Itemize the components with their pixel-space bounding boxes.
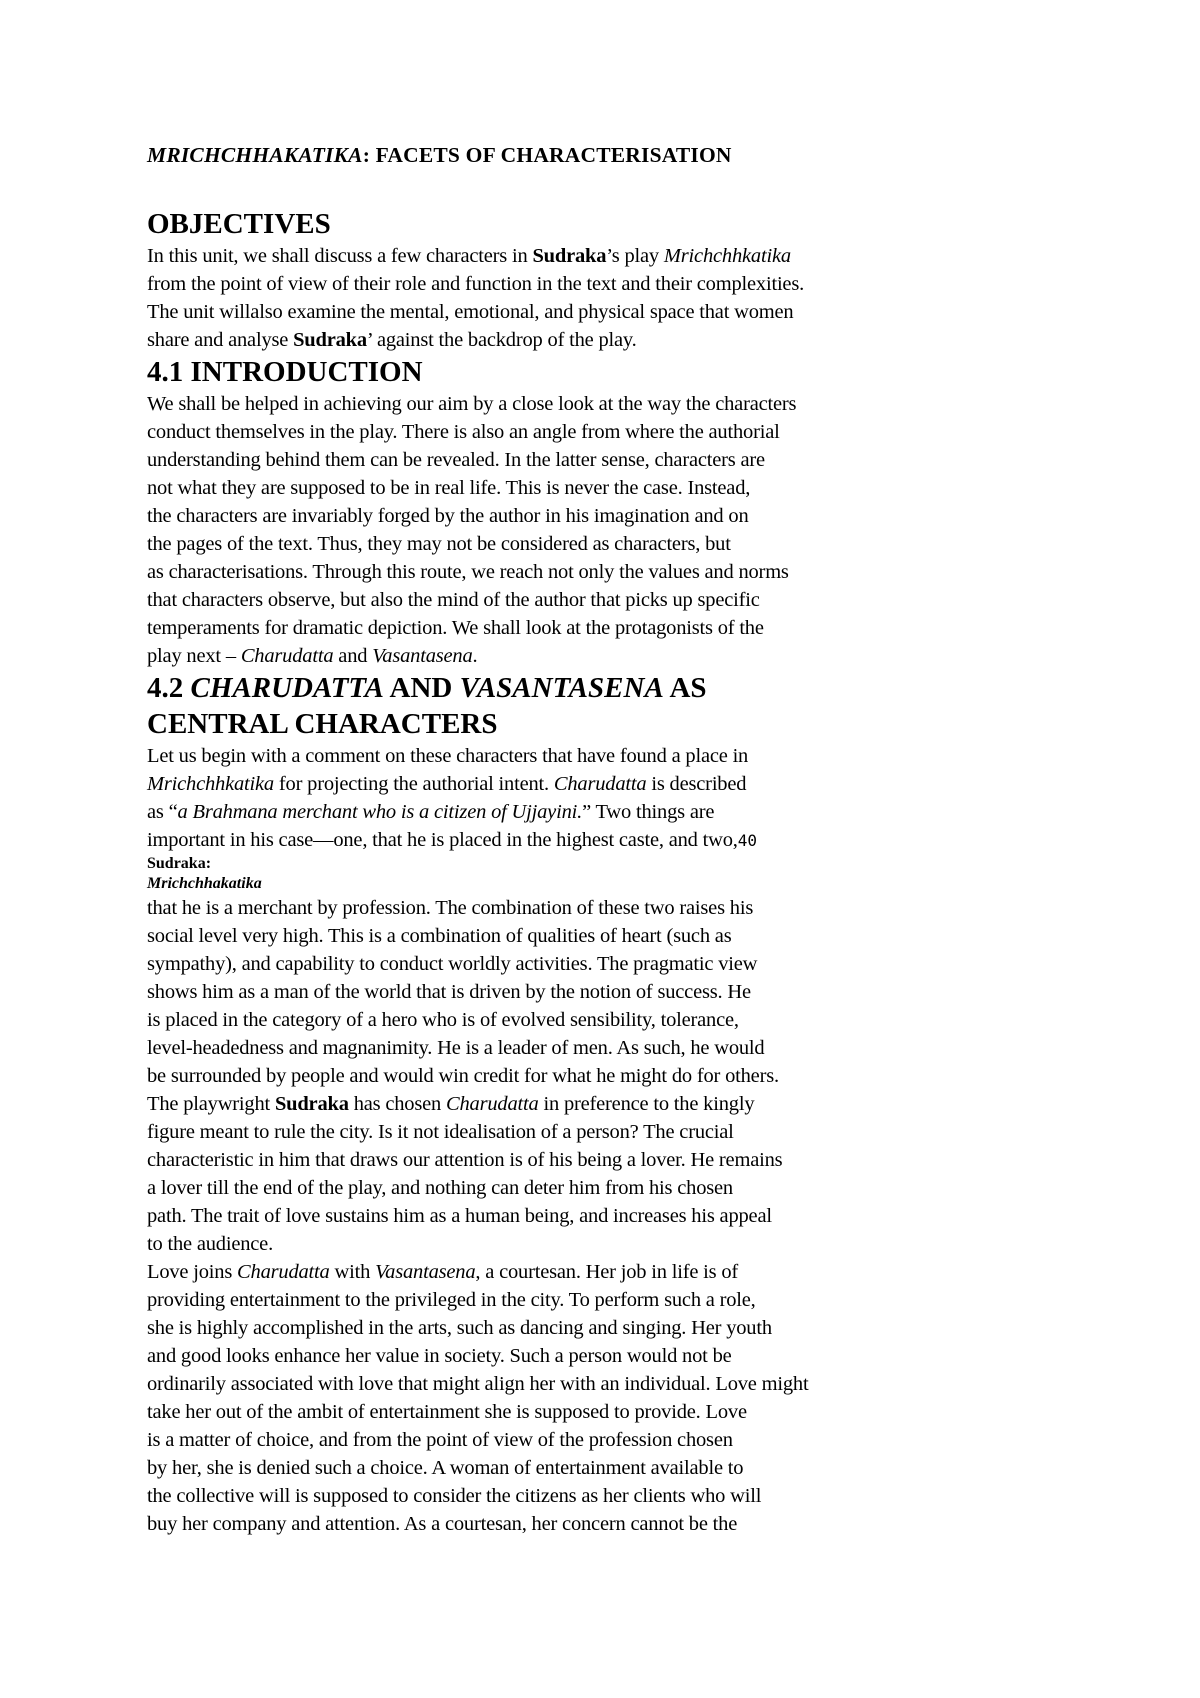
text-run: share and analyse [147,329,294,351]
text-line: she is highly accomplished in the arts, such as dancing and singing. Her youth [147,1317,772,1339]
text-run: important in his case—one, that he is placed in the highest caste, and two, [147,829,738,851]
introduction-paragraph [147,390,987,670]
quotation: a Brahmana merchant who is a citizen of Ujjayini. [177,801,583,823]
text-run: as “ [147,801,178,823]
text-run: ’s play [606,245,664,267]
text-line: characteristic in him that draws our attention is of his being a lover. He remains [147,1149,783,1171]
text-line: temperaments for dramatic depiction. We shall look at the protagonists of the [147,617,764,639]
text-line: ordinarily associated with love that might align her with an individual. Love might [147,1373,809,1395]
text-line [147,1090,987,1118]
author-name: Sudraka [532,245,607,267]
character-name: Vasantasena [372,645,473,667]
text-line: take her out of the ambit of entertainment she is supposed to provide. Love [147,1401,747,1423]
text-line [147,1258,987,1286]
text-line: The unit willalso examine the mental, emotional, and physical space that women [147,301,794,323]
text-line: be surrounded by people and would win credit for what he might do for others. [147,1065,779,1087]
text-line [147,326,987,354]
text-run: in preference to the kingly [538,1093,755,1115]
text-run: has chosen [348,1093,446,1115]
text-line: social level very high. This is a combination of qualities of heart (such as [147,925,732,947]
text-line: not what they are supposed to be in real life. This is never the case. Instead, [147,477,751,499]
text-line: and good looks enhance her value in society. Such a person would not be [147,1345,732,1367]
page-number: 40 [737,831,757,850]
text-line: buy her company and attention. As a courtesan, her concern cannot be the [147,1513,738,1535]
text-line [147,770,987,798]
text-run: with [329,1261,376,1283]
section-4-2-paragraph-3 [147,1258,987,1538]
text-line: is a matter of choice, and from the point of view of the profession chosen [147,1429,733,1451]
play-title: Mrichchhkatika [663,245,791,267]
text-line: providing entertainment to the privileged in the city. To perform such a role, [147,1289,756,1311]
section-4-2-heading [147,670,987,706]
text-line [147,642,987,670]
text-run: Love joins [147,1261,238,1283]
character-name: Vasantasena [375,1261,476,1283]
text-line: to the audience. [147,1233,274,1255]
text-run: . [472,645,478,667]
text-line: a lover till the end of the play, and nothing can deter him from his chosen [147,1177,733,1199]
document-title [147,140,987,170]
text-line: path. The trait of love sustains him as a human being, and increases his appeal [147,1205,772,1227]
running-header-author: Sudraka: [147,855,212,872]
text-line: level-headedness and magnanimity. He is a leader of men. As such, he would [147,1037,765,1059]
text-line: the characters are invariably forged by the author in his imagination and on [147,505,749,527]
character-name: Charudatta [446,1093,539,1115]
text-run: ’ against the backdrop of the play. [366,329,637,351]
text-line: conduct themselves in the play. There is also an angle from where the authorial [147,421,780,443]
text-run: The playwright [147,1093,275,1115]
text-line: shows him as a man of the world that is driven by the notion of success. He [147,981,751,1003]
text-line: the pages of the text. Thus, they may not be considered as characters, but [147,533,731,555]
title-rest: : FACETS OF CHARACTERISATION [362,143,732,167]
character-name: Charudatta [553,773,647,795]
text-line: that characters observe, but also the mind of the author that picks up specific [147,589,760,611]
heading-run: AND [383,672,460,704]
section-4-2-heading-line-2: CENTRAL CHARACTERS [147,708,498,740]
text-line: We shall be helped in achieving our aim by a close look at the way the characters [147,393,797,415]
character-name: Charudatta [240,645,334,667]
text-run: for projecting the authorial intent. [274,773,554,795]
objectives-heading: OBJECTIVES [147,208,331,240]
running-header-title: Mrichchhakatika [147,875,262,892]
heading-character-name: VASANTASENA [459,672,664,704]
section-4-2-paragraph-2 [147,894,987,1258]
section-4-2-paragraph-1 [147,742,987,854]
text-line: from the point of view of their role and function in the text and their complexities. [147,273,805,295]
play-title: Mrichchhkatika [147,773,274,795]
text-run: In this unit, we shall discuss a few characters in [147,245,533,267]
document-body [147,140,987,1538]
character-name: Charudatta [237,1261,330,1283]
heading-run: AS [663,672,707,704]
text-line: is placed in the category of a hero who is of evolved sensibility, tolerance, [147,1009,739,1031]
author-name: Sudraka [293,329,367,351]
text-run: , a courtesan. Her job in life is of [475,1261,739,1283]
text-run: and [333,645,373,667]
text-run: ” Two things are [582,801,715,823]
objectives-paragraph [147,242,987,354]
introduction-heading: 4.1 INTRODUCTION [147,356,423,388]
text-line: understanding behind them can be revealed. In the latter sense, characters are [147,449,765,471]
text-run: is described [646,773,747,795]
text-line [147,826,987,854]
heading-character-name: CHARUDATTA [190,672,384,704]
text-line: Let us begin with a comment on these characters that have found a place in [147,745,749,767]
text-line: sympathy), and capability to conduct worldly activities. The pragmatic view [147,953,758,975]
text-line: as characterisations. Through this route, we reach not only the values and norms [147,561,789,583]
text-line: the collective will is supposed to consider the citizens as her clients who will [147,1485,762,1507]
author-name: Sudraka [274,1093,349,1115]
text-line [147,798,987,826]
heading-run: 4.2 [147,672,191,704]
text-run: play next – [147,645,241,667]
text-line: figure meant to rule the city. Is it not idealisation of a person? The crucial [147,1121,734,1143]
text-line: that he is a merchant by profession. The combination of these two raises his [147,897,754,919]
text-line [147,242,987,270]
text-line: by her, she is denied such a choice. A woman of entertainment available to [147,1457,744,1479]
title-italic-part: MRICHCHHAKATIKA [147,143,363,167]
